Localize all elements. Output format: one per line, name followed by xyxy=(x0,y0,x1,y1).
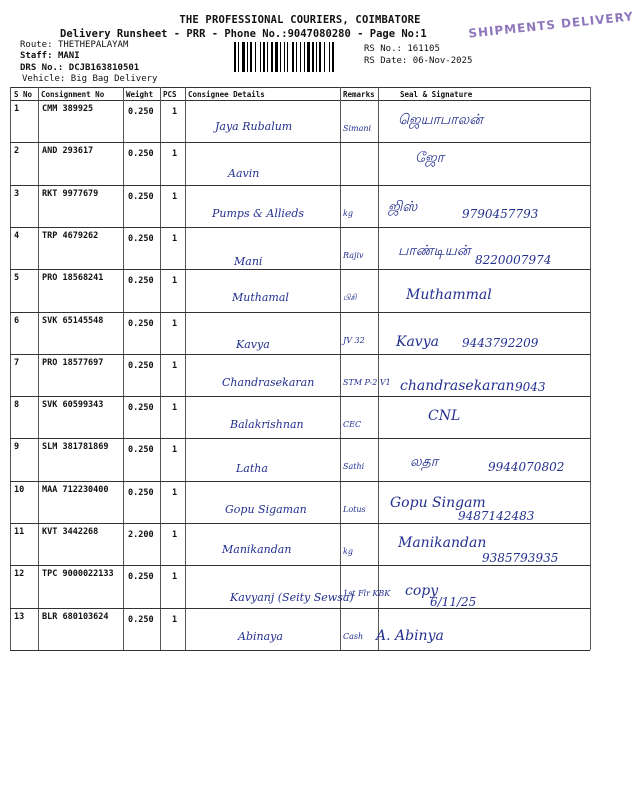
row-consignee-handwritten: Pumps & Allieds xyxy=(212,206,305,220)
row-remarks-handwritten: CEC xyxy=(343,420,362,430)
col-header-consignee: Consignee Details xyxy=(188,90,265,99)
row-signature: பாண்டியன் xyxy=(398,242,471,259)
runsheet-subtitle: Delivery Runsheet - PRR - Phone No.:9047080280 - Page No:1 xyxy=(60,28,427,40)
row-pcs: 1 xyxy=(172,318,178,329)
row-consignment-no: PRO 18577697 xyxy=(42,357,104,368)
vehicle-line: Vehicle: Big Bag Delivery xyxy=(22,74,158,84)
row-weight: 2.200 xyxy=(128,530,154,540)
row-remarks-handwritten: kg xyxy=(343,208,353,218)
row-sno: 9 xyxy=(14,442,20,453)
row-consignment-no: KVT 3442268 xyxy=(42,527,99,537)
staff-line: Staff: MANI xyxy=(20,51,80,61)
row-consignee-handwritten: Kavya xyxy=(236,337,270,351)
row-remarks-handwritten: Cash xyxy=(343,631,364,641)
row-pcs: 1 xyxy=(172,445,178,456)
row-pcs: 1 xyxy=(172,530,178,540)
row-divider xyxy=(10,523,590,524)
row-pcs: 1 xyxy=(172,191,178,202)
row-sno: 10 xyxy=(14,484,25,495)
row-remarks-handwritten: 1st Flr KBK xyxy=(343,589,391,599)
rs-no-line: RS No.: 161105 xyxy=(364,44,440,54)
row-divider xyxy=(10,565,590,566)
row-sno: 12 xyxy=(14,569,25,580)
row-consignee-handwritten: Balakrishnan xyxy=(230,418,304,432)
row-consignment-no: AND 293617 xyxy=(42,146,94,157)
row-consignment-no: SVK 65145548 xyxy=(42,315,104,326)
row-divider xyxy=(10,142,590,143)
row-phone-handwritten: 9790457793 xyxy=(462,206,539,221)
row-phone-handwritten: 9043 xyxy=(515,379,546,394)
row-divider xyxy=(10,481,590,482)
row-weight: 0.250 xyxy=(128,276,154,287)
delivery-stamp: SHIPMENTS DELIVERY xyxy=(467,9,634,41)
row-weight: 0.250 xyxy=(128,107,154,117)
row-consignment-no: PRO 18568241 xyxy=(42,273,104,284)
row-pcs: 1 xyxy=(172,276,178,287)
row-pcs: 1 xyxy=(172,572,178,583)
row-pcs: 1 xyxy=(172,403,178,414)
rs-no-value: 161105 xyxy=(407,44,440,54)
row-pcs: 1 xyxy=(172,233,178,244)
col-header-sno: S No xyxy=(14,90,33,99)
row-consignee-handwritten: Muthamal xyxy=(232,291,289,305)
row-divider xyxy=(10,396,590,397)
row-consignment-no: BLR 680103624 xyxy=(42,611,109,622)
drs-line: DRS No.: DCJB163810501 xyxy=(20,63,140,73)
row-consignee-handwritten: Chandrasekaran xyxy=(222,375,315,389)
row-sno: 7 xyxy=(14,357,20,368)
row-weight: 0.250 xyxy=(128,572,154,583)
row-signature: chandrasekaran xyxy=(400,377,515,394)
row-signature: copy xyxy=(405,583,439,600)
row-pcs: 1 xyxy=(172,360,178,371)
row-consignee-handwritten: Jaya Rubalum xyxy=(215,120,293,133)
drs-value: DCJB163810501 xyxy=(68,63,140,73)
row-weight: 0.250 xyxy=(128,614,154,625)
row-consignee-handwritten: Mani xyxy=(234,254,263,268)
row-sno: 13 xyxy=(14,611,25,622)
row-consignment-no: SVK 60599343 xyxy=(42,400,104,411)
row-weight: 0.250 xyxy=(128,318,154,329)
row-consignment-no: CMM 389925 xyxy=(42,104,94,114)
row-signature: Kavya xyxy=(396,333,439,350)
row-remarks-handwritten: Sathi xyxy=(343,462,365,472)
row-signature: Manikandan xyxy=(398,535,487,551)
row-consignment-no: TRP 4679262 xyxy=(42,230,99,241)
row-remarks-handwritten: Simani xyxy=(343,124,372,133)
row-remarks-handwritten: STM P-2 V1 xyxy=(343,377,391,387)
row-sno: 6 xyxy=(14,315,20,326)
route-value: THETHEPALAYAM xyxy=(57,40,129,50)
row-consignment-no: MAA 712230400 xyxy=(42,484,109,495)
row-pcs: 1 xyxy=(172,487,178,498)
row-phone-handwritten: 9944070802 xyxy=(488,460,565,475)
row-divider xyxy=(10,650,590,651)
row-phone-handwritten: 8220007974 xyxy=(475,252,552,267)
row-remarks-handwritten: Rajiv xyxy=(343,250,364,260)
row-weight: 0.250 xyxy=(128,191,154,202)
row-phone-handwritten: 9487142483 xyxy=(458,508,535,523)
row-consignee-handwritten: Gopu Sigaman xyxy=(225,502,307,516)
row-pcs: 1 xyxy=(172,107,178,117)
row-weight: 0.250 xyxy=(128,233,154,244)
row-signature: Muthammal xyxy=(406,287,492,304)
row-consignee-handwritten: Manikandan xyxy=(222,543,292,556)
row-consignee-handwritten: Latha xyxy=(236,462,268,476)
col-header-consignment: Consignment No xyxy=(41,90,105,99)
row-sno: 5 xyxy=(14,273,20,284)
row-weight: 0.250 xyxy=(128,360,154,371)
row-consignee-handwritten: Aavin xyxy=(228,167,260,181)
col-header-signature: Seal & Signature xyxy=(400,90,473,99)
row-sno: 8 xyxy=(14,400,20,411)
row-weight: 0.250 xyxy=(128,403,154,414)
row-sno: 1 xyxy=(14,104,20,114)
row-sno: 4 xyxy=(14,230,20,241)
rs-date-line: RS Date: 06-Nov-2025 xyxy=(364,56,473,66)
row-signature: ஜெயாபாலன் xyxy=(398,112,483,128)
row-divider xyxy=(10,438,590,439)
route-line: Route: THETHEPALAYAM xyxy=(20,40,129,50)
row-sno: 2 xyxy=(14,146,20,157)
row-divider xyxy=(10,269,590,270)
row-signature: CNL xyxy=(428,408,461,425)
row-weight: 0.250 xyxy=(128,487,154,498)
row-divider xyxy=(10,354,590,355)
row-phone-handwritten: 9443792209 xyxy=(462,335,539,350)
row-consignment-no: TPC 9000022133 xyxy=(42,569,114,580)
row-divider xyxy=(10,185,590,186)
barcode-image xyxy=(234,42,358,72)
staff-value: MANI xyxy=(57,51,80,61)
col-header-pcs: PCS xyxy=(163,90,177,99)
row-consignee-handwritten: Kavyanj (Seity Sewsa) xyxy=(230,591,354,605)
row-divider xyxy=(10,312,590,313)
row-divider xyxy=(10,608,590,609)
table-top-border xyxy=(10,87,590,88)
row-consignee-handwritten: Abinaya xyxy=(238,629,283,643)
row-weight: 0.250 xyxy=(128,445,154,456)
row-sno: 3 xyxy=(14,188,20,199)
row-sno: 11 xyxy=(14,527,25,537)
col-header-weight: Weight xyxy=(126,90,154,99)
row-pcs: 1 xyxy=(172,614,178,625)
table-header-border xyxy=(10,100,590,101)
row-signature: Gopu Singam xyxy=(390,494,486,511)
row-remarks-handwritten: பிசி xyxy=(343,293,357,303)
row-remarks-handwritten: Lotus xyxy=(343,504,366,514)
row-consignment-no: SLM 381781869 xyxy=(42,442,109,453)
col-header-remarks: Remarks xyxy=(343,90,375,99)
row-remarks-handwritten: JV 32 xyxy=(343,335,365,345)
row-consignment-no: RKT 9977679 xyxy=(42,188,99,199)
row-remarks-handwritten: kg xyxy=(343,547,353,556)
row-phone-handwritten: 9385793935 xyxy=(482,551,559,565)
row-signature: ஜிஸ் xyxy=(388,198,418,215)
row-phone-handwritten: 6/11/25 xyxy=(430,595,477,610)
row-signature: ஜோ xyxy=(415,150,444,167)
row-weight: 0.250 xyxy=(128,149,154,160)
vehicle-value: Big Bag Delivery xyxy=(70,74,158,84)
row-signature: A. Abinya xyxy=(376,627,444,644)
rs-date-value: 06-Nov-2025 xyxy=(412,56,473,66)
company-title: THE PROFESSIONAL COURIERS, COIMBATORE xyxy=(179,14,421,26)
row-pcs: 1 xyxy=(172,149,178,160)
row-signature: லதா xyxy=(410,454,439,471)
row-divider xyxy=(10,227,590,228)
